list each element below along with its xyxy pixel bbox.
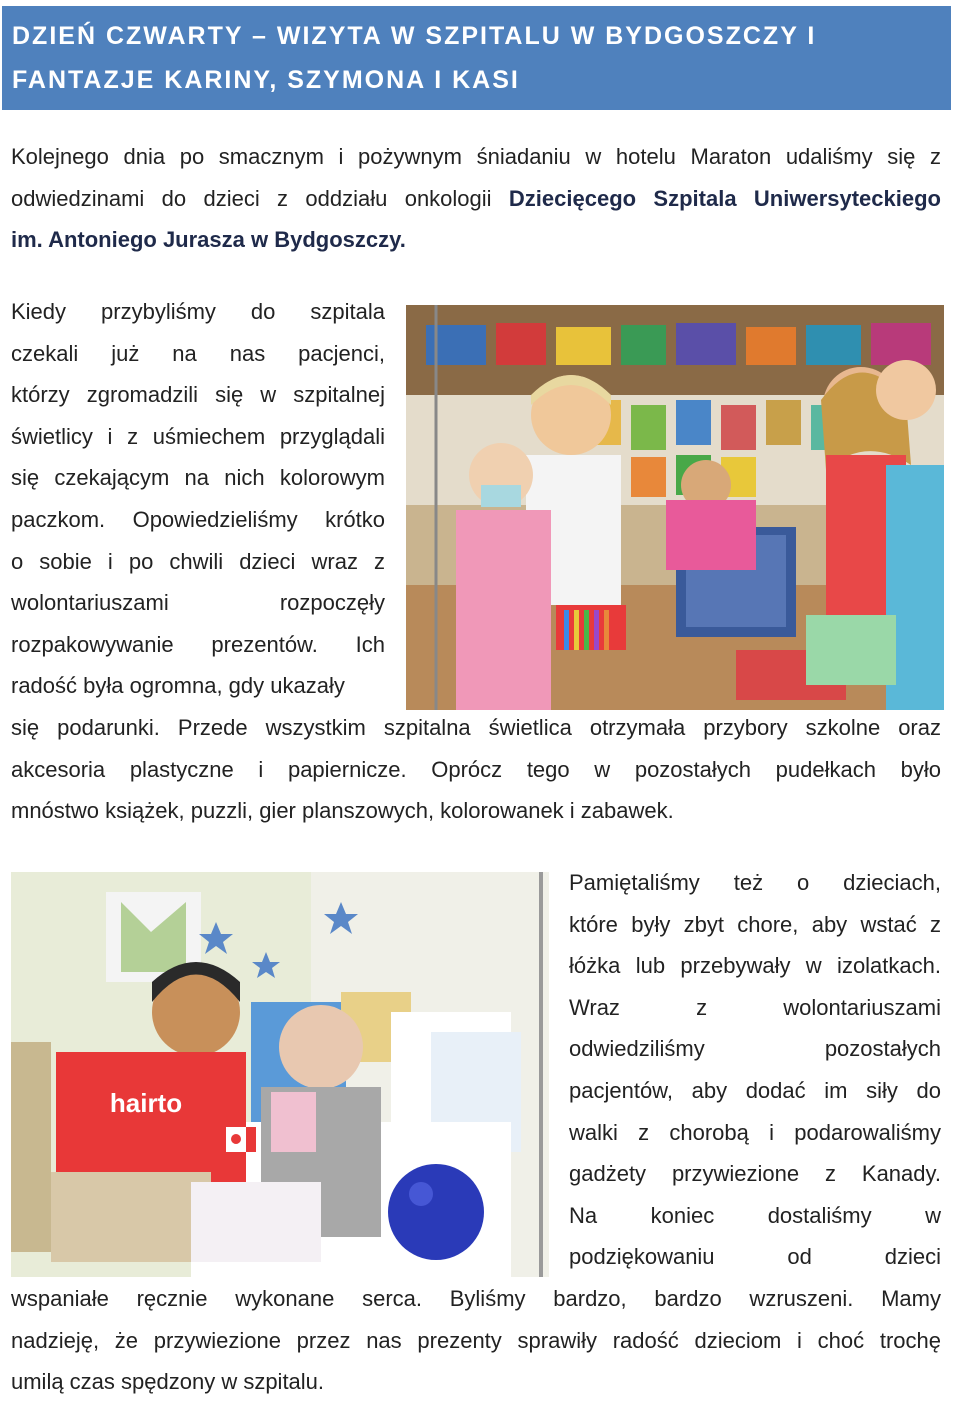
- header-title-line-1: DZIEŃ CZWARTY – WIZYTA W SZPITALU W BYDGOSZCZY I: [12, 22, 817, 50]
- text-line: się podarunki. Przede wszystkim szpitalna świetlica otrzymała przybory szkolne oraz: [11, 715, 941, 740]
- section2-full-text: [11, 1278, 941, 1403]
- header-title-line-2: FANTAZJE KARINY, SZYMONA I KASI: [12, 66, 520, 94]
- hospital-name: Dziecięcego Szpitala Uniwersyteckiego: [508, 185, 941, 211]
- text-line: wspaniałe ręcznie wykonane serca. Byliśmy bardzo, bardzo wzruszeni. Mamy: [11, 1286, 941, 1311]
- section1-narrow-text: [11, 291, 385, 707]
- text-line: mnóstwo książek, puzzli, gier planszowych, kolorowanek i zabawek.: [11, 798, 674, 824]
- text-line: o sobie i po chwili dzieci wraz z: [11, 548, 385, 574]
- text-line: umilą czas spędzony w szpitalu.: [11, 1369, 325, 1395]
- text-line: Pamiętaliśmy też o dzieciach,: [569, 870, 941, 895]
- text-line: odwiedziliśmy pozostałych: [569, 1036, 941, 1062]
- text-line: podziękowaniu od dzieci: [569, 1244, 941, 1270]
- photo-patient-room: [11, 872, 549, 1277]
- text-line: gadżety przywiezione z Kanady.: [569, 1161, 941, 1187]
- text-line: Na koniec dostaliśmy w: [569, 1202, 941, 1228]
- section1-full-text: [11, 707, 941, 832]
- text-line: wolontariuszami rozpoczęły: [11, 590, 385, 616]
- text-line: Wraz z wolontariuszami: [569, 994, 941, 1020]
- intro-line-3: [11, 219, 941, 261]
- intro-line-2-text: odwiedzinami do dzieci z oddziału onkologii: [11, 185, 509, 211]
- text-line: którzy zgromadzili się w szpitalnej: [11, 382, 385, 408]
- page-header: [2, 6, 951, 110]
- text-line: Kiedy przybyliśmy do szpitala: [11, 299, 385, 324]
- text-line: radość była ogromna, gdy ukazały: [11, 673, 345, 699]
- text-line: łóżka lub przebywały w izolatkach.: [569, 953, 941, 979]
- hospital-name-cont: im. Antoniego Jurasza w Bydgoszczy.: [11, 227, 406, 253]
- shirt-text: hairto: [109, 1088, 183, 1118]
- text-line: walki z chorobą i podarowaliśmy: [569, 1119, 941, 1145]
- text-line: nadzieję, że przywiezione przez nas prezenty sprawiły radość dzieciom i choć trochę: [11, 1327, 941, 1353]
- intro-line-2: [11, 178, 941, 220]
- text-line: się czekającym na nich kolorowym: [11, 465, 385, 491]
- intro-line-1: Kolejnego dnia po smacznym i pożywnym śniadaniu w hotelu Maraton udaliśmy się z: [11, 144, 941, 169]
- intro-paragraph: [11, 136, 941, 261]
- text-line: paczkom. Opowiedzieliśmy krótko: [11, 506, 385, 532]
- photo-patient-room-image: [11, 872, 549, 1277]
- text-line: rozpakowywanie prezentów. Ich: [11, 631, 385, 657]
- section2-narrow-text: [569, 862, 941, 1278]
- photo-common-room-image: [406, 305, 944, 710]
- text-line: czekali już na nas pacjenci,: [11, 340, 385, 366]
- text-line: które były zbyt chore, aby wstać z: [569, 911, 941, 937]
- text-line: akcesoria plastyczne i papiernicze. Oprócz tego w pozostałych pudełkach było: [11, 756, 941, 782]
- text-line: pacjentów, aby dodać im siły do: [569, 1077, 941, 1103]
- photo-common-room: [406, 305, 944, 710]
- text-line: świetlicy i z uśmiechem przyglądali: [11, 423, 385, 449]
